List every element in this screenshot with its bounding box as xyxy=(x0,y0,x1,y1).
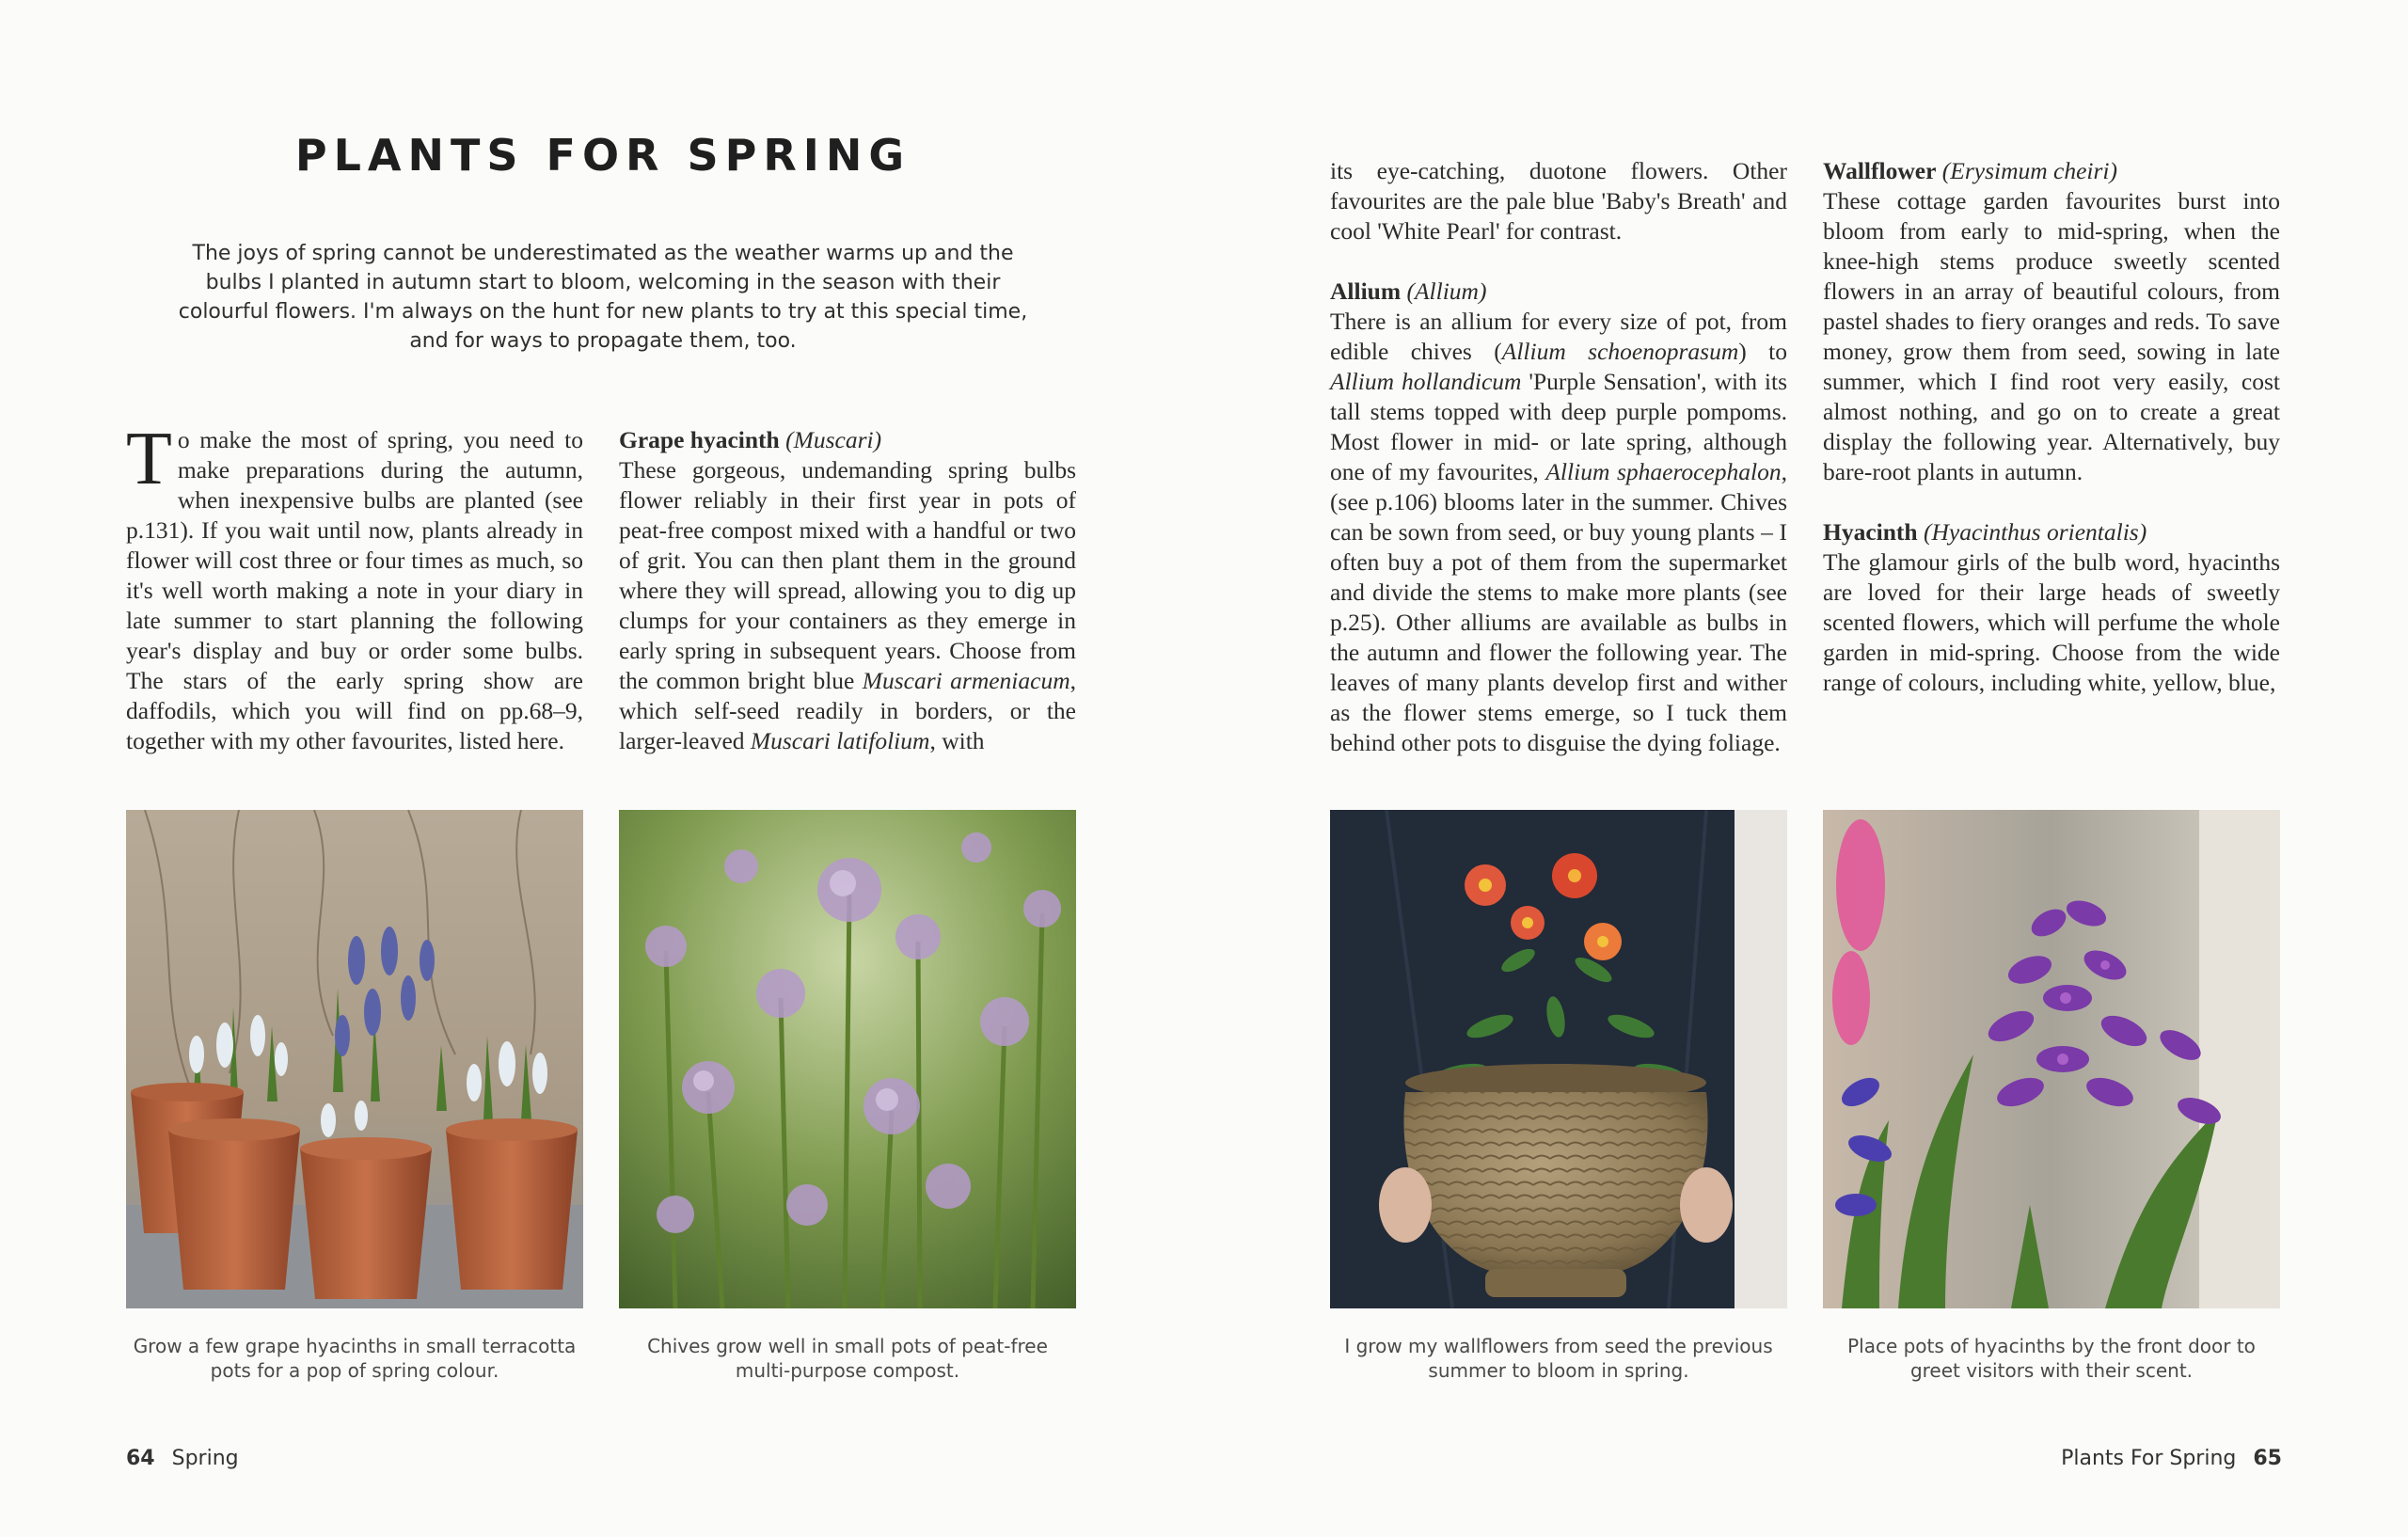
col2-body-2: , which self-seed readily in borders, or the larger-leaved xyxy=(619,667,1076,754)
page-title: PLANTS FOR SPRING xyxy=(294,130,911,181)
caption-chives: Chives grow well in small pots of peat-free multi-purpose compost. xyxy=(647,1335,1048,1382)
allium-heading: Allium xyxy=(1330,277,1402,305)
col3-continued: its eye-catching, duotone flowers. Other favourites are the pale blue 'Baby's Breath' and cool 'White Pearl' for contrast. xyxy=(1330,157,1787,245)
right-page xyxy=(1204,0,2408,1537)
text-column-1 xyxy=(126,418,583,756)
photo-hyacinths xyxy=(1823,810,2280,1308)
col3-latin-3: Allium sphaerocephalon xyxy=(1545,458,1782,485)
photo-grape-hyacinths xyxy=(126,810,583,1308)
caption-hyacinths: Place pots of hyacinths by the front door to greet visitors with their scent. xyxy=(1847,1335,2256,1382)
section-label-right: Plants For Spring xyxy=(2061,1447,2237,1470)
col3-body-4: , (see p.106) blooms later in the summer. Chives can be sown from seed, or buy young plants – I often buy a pot of them from the supermarket and divide the stems to make more plants (see p.25). Other alliums are available as bulbs in the autumn and flower the following year. The leaves of many plants develop first and wither as the flower stems emerge, so I tuck them behind other pots to disguise the dying foliage. xyxy=(1330,458,1788,756)
col4-body-2: The glamour girls of the bulb word, hyacinths are loved for their large heads of sweetly scented flowers, which will perfume the whole garden in mid-spring. Choose from the wide range of colours, including white, yellow, blue, xyxy=(1823,548,2280,696)
page-number-right: 65 xyxy=(2253,1447,2282,1470)
caption-grape-hyacinths: Grow a few grape hyacinths in small terracotta pots for a pop of spring colour. xyxy=(133,1335,577,1382)
wallflower-heading: Wallflower xyxy=(1823,157,1937,184)
col2-latin-2: Muscari latifolium xyxy=(750,727,930,754)
text-column-4 xyxy=(1823,156,2280,698)
col3-body-3: 'Purple Sensation', with its tall stems topped with deep purple pompoms. Most flower in mid- or late spring, although one of my favourites, xyxy=(1330,368,1788,485)
wallflower-latin: (Erysimum cheiri) xyxy=(1941,157,2118,184)
photo-wallflower xyxy=(1330,810,1787,1308)
folio-right xyxy=(2061,1447,2282,1470)
section-label-left: Spring xyxy=(171,1447,239,1470)
text-column-3 xyxy=(1330,156,1787,758)
hyacinth-heading: Hyacinth xyxy=(1823,518,1918,546)
intro-paragraph: The joys of spring cannot be underestimated as the weather warms up and the bulbs I planted in autumn start to bloom, welcoming in the season with their colourful flowers. I'm always on the hunt for new plants to try at this special time, and for ways to propagate them, too. xyxy=(178,242,1028,353)
allium-latin: (Allium) xyxy=(1406,277,1487,305)
col2-latin-1: Muscari armeniacum xyxy=(862,667,1070,694)
drop-cap: T xyxy=(126,418,172,500)
text-column-2 xyxy=(619,425,1076,756)
col1-body: o make the most of spring, you need to make preparations during the autumn, when inexpensive bulbs are planted (see p.131). If you wait until now, plants already in flower will cost three or four times as much, so it's well worth making a note in your diary in late summer to start planning the following year's display and buy or order some bulbs. The stars of the early spring show are daffodils, which you will find on pp.68–9, together with my other favourites, listed here. xyxy=(126,426,583,754)
col2-body-1: These gorgeous, undemanding spring bulbs flower reliably in their first year in pots of peat-free compost mixed with a handful or two of grit. You can then plant them in the ground where they will spread, allowing you to dig up clumps for your containers as they emerge in early spring in subsequent years. Choose from the common bright blue xyxy=(619,456,1076,694)
col3-body-2: ) to xyxy=(1738,338,1787,365)
col4-body-1: These cottage garden favourites burst into bloom from early to mid-spring, when the knee-high stems produce sweetly scented flowers in an array of beautiful colours, from pastel shades to fiery oranges and reds. To save money, grow them from seed, sowing in late summer, which I find root very easily, cost almost nothing, and go on to create a great display the following year. Alternatively, buy bare-root plants in autumn. xyxy=(1823,187,2280,485)
col2-body-3: , with xyxy=(929,727,985,754)
caption-wallflower: I grow my wallflowers from seed the previous summer to bloom in spring. xyxy=(1344,1335,1773,1382)
photo-chives xyxy=(619,810,1076,1308)
page-number-left: 64 xyxy=(126,1447,155,1470)
col3-latin-1: Allium schoenoprasum xyxy=(1501,338,1739,365)
col3-body-1: There is an allium for every size of pot, from edible chives ( xyxy=(1330,308,1787,365)
grape-hyacinth-latin: (Muscari) xyxy=(785,426,882,453)
grape-hyacinth-heading: Grape hyacinth xyxy=(619,426,780,453)
hyacinth-latin: (Hyacinthus orientalis) xyxy=(1923,518,2147,546)
col3-latin-2: Allium hollandicum xyxy=(1330,368,1522,395)
folio-left xyxy=(126,1447,239,1470)
